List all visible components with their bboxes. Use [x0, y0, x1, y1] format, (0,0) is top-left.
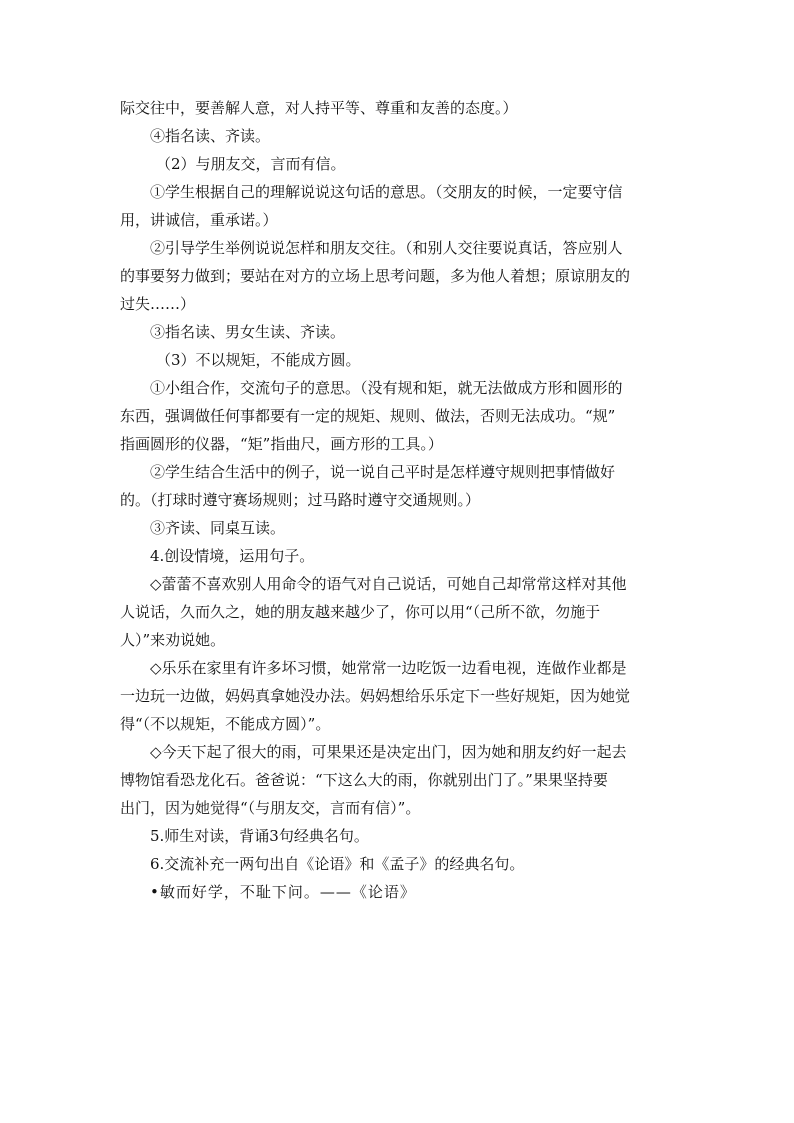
paragraph-line: 指画圆形的仪器，“矩”指曲尺，画方形的工具。） — [120, 435, 443, 453]
paragraph-line: 际交往中，要善解人意，对人持平等、尊重和友善的态度。） — [120, 99, 518, 117]
scenario-paragraph: 人说话，久而久之，她的朋友越来越少了，你可以用“（己所不欲，勿施于 — [120, 603, 601, 621]
paragraph-line: 过失……） — [120, 295, 196, 313]
scenario-paragraph: ◇乐乐在家里有许多坏习惯，她常常一边吃饭一边看电视，连做作业都是 — [150, 659, 627, 677]
step-read-aloud: ④指名读、齐读。 — [150, 127, 271, 145]
scenario-paragraph: ◇今天下起了很大的雨，可果果还是决定出门，因为她和朋友约好一起去 — [150, 743, 627, 761]
paragraph-line: ②引导学生举例说说怎样和朋友交往。（和别人交往要说真话，答应别人 — [150, 239, 623, 257]
step-heading-4: 4.创设情境，运用句子。 — [150, 547, 315, 565]
scenario-paragraph: 一边玩一边做，妈妈真拿她没办法。妈妈想给乐乐定下一些好规矩，因为她觉 — [120, 687, 631, 705]
step-read-aloud: ③齐读、同桌互读。 — [150, 519, 286, 537]
paragraph-line: 的事要努力做到；要站在对方的立场上思考问题，多为他人着想；原谅朋友的 — [120, 267, 631, 285]
paragraph-line: ①小组合作，交流句子的意思。（没有规和矩，就无法做成方形和圆形的 — [150, 379, 623, 397]
paragraph-line: 用，讲诚信，重承诺。） — [120, 211, 278, 229]
section-heading-2: （2）与朋友交，言而有信。 — [156, 155, 346, 173]
paragraph-line: ①学生根据自己的理解说说这句话的意思。（交朋友的时候，一定要守信 — [150, 183, 623, 201]
scenario-paragraph: 博物馆看恐龙化石。爸爸说：“下这么大的雨，你就别出门了。”果果坚持要 — [120, 771, 608, 789]
scenario-paragraph: ◇蕾蕾不喜欢别人用命令的语气对自己说话，可她自己却常常这样对其他 — [150, 575, 627, 593]
step-heading-5: 5.师生对读，背诵3句经典名句。 — [150, 827, 369, 845]
paragraph-line: 的。（打球时遵守赛场规则；过马路时遵守交通规则。） — [120, 491, 481, 509]
step-read-aloud: ③指名读、男女生读、齐读。 — [150, 323, 346, 341]
paragraph-line: 东西，强调做任何事都要有一定的规矩、规则、做法，否则无法成功。“规” — [120, 407, 616, 425]
lesson-plan-text — [120, 94, 676, 906]
scenario-paragraph: 出门，因为她觉得“（与朋友交，言而有信）”。 — [120, 799, 421, 817]
quote-analects: •敏而好学，不耻下问。——《论语》 — [150, 883, 416, 901]
paragraph-line: ②学生结合生活中的例子，说一说自己平时是怎样遵守规则把事情做好 — [150, 463, 616, 481]
step-heading-6: 6.交流补充一两句出自《论语》和《孟子》的经典名句。 — [150, 855, 525, 873]
section-heading-3: （3）不以规矩，不能成方圆。 — [156, 351, 361, 369]
scenario-paragraph: 得“（不以规矩，不能成方圆）”。 — [120, 715, 331, 733]
scenario-paragraph: 人）”来劝说她。 — [120, 631, 226, 649]
